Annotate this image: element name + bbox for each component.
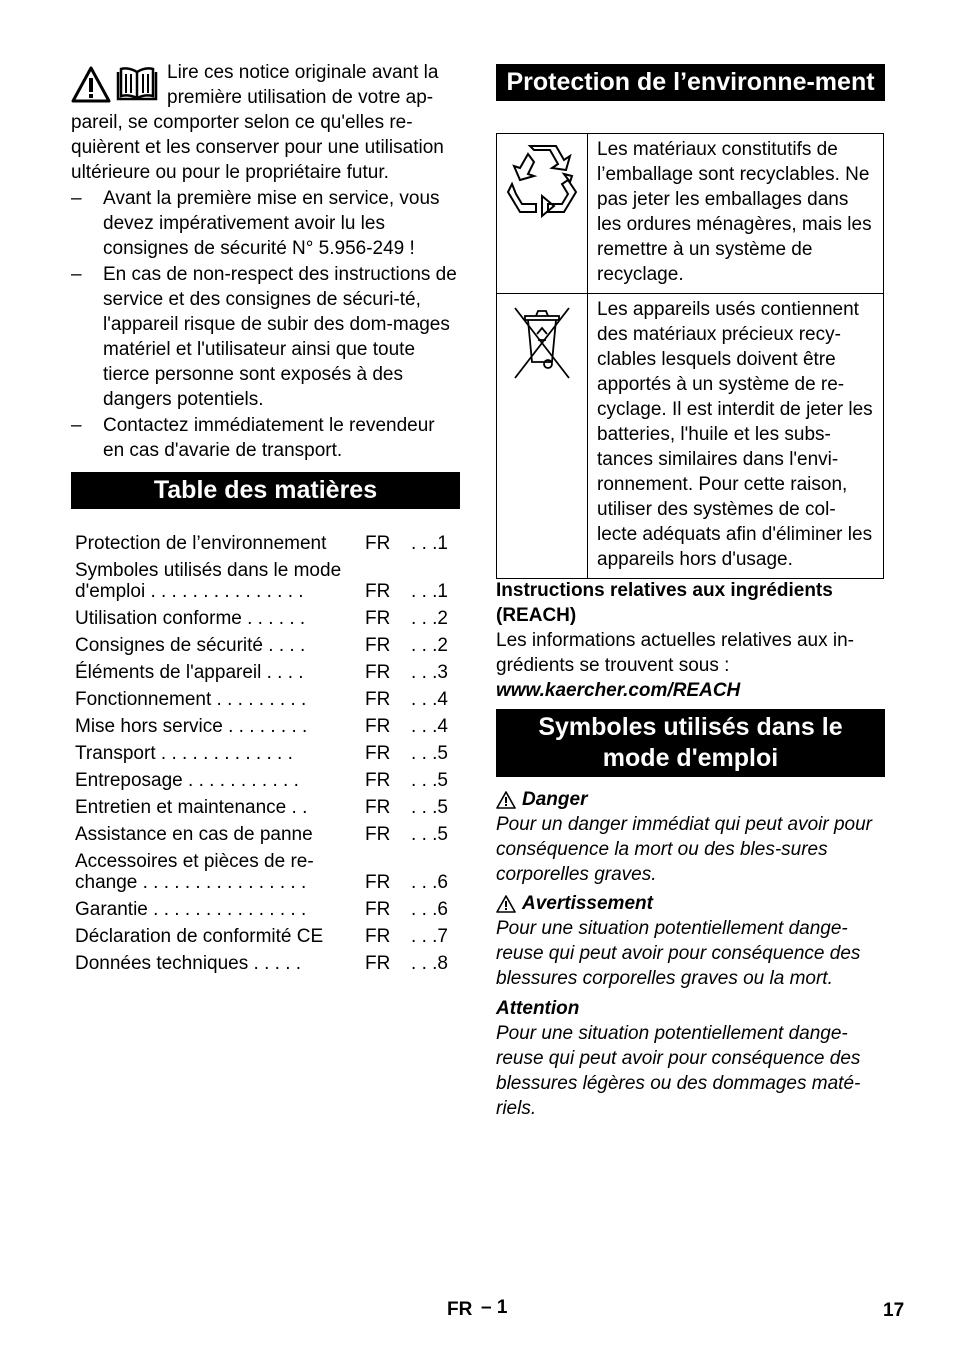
toc-entry-lang: FR	[365, 899, 391, 920]
warning-triangle-icon	[496, 791, 516, 809]
toc-entry-page: . . .8	[411, 953, 448, 974]
toc-entry-page: . . .5	[411, 797, 448, 818]
danger-heading	[496, 787, 885, 812]
attention-label: Attention	[496, 998, 580, 1019]
toc-row[interactable]	[71, 893, 456, 920]
table-row	[497, 134, 884, 294]
bin-text: Les appareils usés contiennent des matériaux précieux recy-clables lesquels doivent être apportés à un système de re-cyclage. Il est interdit de jeter les batteries, l'huile et les subs-tances similaires dans l'envi-ronnement. Pour cette raison, utiliser des systèmes de col-lecte adéquats afin d'éliminer les appareils hors d'usage.	[588, 294, 884, 579]
toc-entry-lang: FR	[365, 770, 391, 791]
toc-entry-title: Éléments de l'appareil . . . .	[75, 662, 304, 683]
warning-triangle-icon	[71, 66, 111, 104]
toc-entry-lang: FR	[365, 662, 391, 683]
toc-entry-title: Utilisation conforme . . . . . .	[75, 608, 306, 629]
reach-text: Les informations actuelles relatives aux in-grédients se trouvent sous :	[496, 630, 855, 676]
toc-entry-title: Accessoires et pièces de re-change . . . . . . . . . . . . . . . .	[75, 851, 314, 893]
toc-row[interactable]	[71, 947, 456, 974]
toc-entry-title: Entreposage . . . . . . . . . . .	[75, 770, 299, 791]
footer-page-label: – 1	[481, 1297, 508, 1318]
toc-entry-page: . . .2	[411, 635, 448, 656]
toc-entry-title: Consignes de sécurité . . . .	[75, 635, 306, 656]
toc-entry-title: Déclaration de conformité CE	[75, 926, 324, 947]
toc-entry-lang: FR	[365, 953, 391, 974]
symbols-title: Symboles utilisés dans le mode d'emploi	[496, 709, 885, 777]
toc-entry-title: Entretien et maintenance . .	[75, 797, 308, 818]
toc-entry-title: Transport . . . . . . . . . . . . .	[75, 743, 293, 764]
toc-entry-page: . . .1	[411, 533, 448, 554]
danger-text: Pour un danger immédiat qui peut avoir pour conséquence la mort ou des bles-sures corporelles graves.	[496, 814, 873, 885]
toc-entry-page: . . .2	[411, 608, 448, 629]
reach-heading: Instructions relatives aux ingrédients (REACH)	[496, 580, 833, 626]
warning-text: Pour une situation potentiellement dange-reuse qui peut avoir pour conséquence des blessures corporelles graves ou la mort.	[496, 918, 861, 989]
toc-row[interactable]	[71, 710, 456, 737]
toc-entry-lang: FR	[365, 533, 391, 554]
bin-icon-cell	[497, 294, 588, 579]
toc-entry-title: Fonctionnement . . . . . . . . .	[75, 689, 307, 710]
list-item: – Avant la première mise en service, vous devez impérativement avoir lu les consignes de sécurité N° 5.956-249 !	[71, 186, 460, 261]
reach-url[interactable]: www.kaercher.com/REACH	[496, 680, 741, 701]
toc-entry-lang: FR	[365, 689, 391, 710]
toc-row[interactable]	[71, 791, 456, 818]
intro-text: Lire ces notice originale avant la première utilisation de votre ap-pareil, se comporter selon ce qu'elles re-quièrent et les conserver pour une utilisation ultérieure ou pour le propriétaire futur.	[71, 62, 444, 183]
warning-label: Avertissement	[522, 893, 653, 914]
toc-entry-lang: FR	[365, 926, 391, 947]
list-item: – Contactez immédiatement le revendeur en cas d'avarie de transport.	[71, 413, 460, 463]
toc-entry-page: . . .5	[411, 743, 448, 764]
toc-row[interactable]	[71, 920, 456, 947]
manual-book-icon	[115, 66, 159, 104]
footer-page-number: 17	[883, 1300, 905, 1321]
toc-row[interactable]	[71, 764, 456, 791]
toc-entry-page: . . .4	[411, 689, 448, 710]
toc-entry-lang: FR	[365, 797, 391, 818]
intro-block	[71, 60, 460, 185]
toc-entry-page: . . .3	[411, 662, 448, 683]
toc-entry-page: . . .5	[411, 770, 448, 791]
warning-heading	[496, 891, 885, 916]
toc-row[interactable]	[71, 656, 456, 683]
toc-entry-lang: FR	[365, 824, 391, 845]
toc-title: Table des matières	[71, 472, 460, 509]
danger-label: Danger	[522, 789, 588, 810]
environment-table	[496, 133, 884, 579]
recycle-text: Les matériaux constitutifs de l’emballage sont recyclables. Ne pas jeter les emballages dans les ordures ménagères, mais les remettre à un système de recyclage.	[588, 134, 884, 294]
toc-entry-lang: FR	[365, 635, 391, 656]
left-column	[71, 60, 460, 974]
toc-entry-title: Garantie . . . . . . . . . . . . . . .	[75, 899, 307, 920]
table-row	[497, 294, 884, 579]
toc-entry-page: . . .4	[411, 716, 448, 737]
toc-entry-title: Symboles utilisés dans le mode d'emploi . . . . . . . . . . . . . . .	[75, 560, 342, 602]
toc-entry-lang: FR	[365, 581, 391, 602]
toc-entry-lang: FR	[365, 608, 391, 629]
toc-row[interactable]	[71, 818, 456, 845]
toc-row[interactable]	[71, 629, 456, 656]
toc-entry-title: Mise hors service . . . . . . . .	[75, 716, 308, 737]
toc-entry-title: Assistance en cas de panne	[75, 824, 313, 845]
toc-entry-page: . . .1	[411, 581, 448, 602]
toc-entry-page: . . .6	[411, 872, 448, 893]
toc-entry-page: . . .7	[411, 926, 448, 947]
env-title: Protection de l’environne-ment	[496, 64, 885, 101]
toc-row[interactable]	[71, 554, 456, 602]
toc-entry-lang: FR	[365, 716, 391, 737]
attention-text: Pour une situation potentiellement dange-reuse qui peut avoir pour conséquence des blessures légères ou des dommages maté-riels.	[496, 1023, 861, 1119]
toc-entry-title: Protection de l’environnement	[75, 533, 327, 554]
toc-row[interactable]	[71, 602, 456, 629]
toc-entry-page: . . .6	[411, 899, 448, 920]
list-item: – En cas de non-respect des instructions de service et des consignes de sécuri-té, l'appareil risque de subir des dom-mages matériel et l'utilisateur ainsi que toute tierce personne sont exposés à des dangers potentiels.	[71, 262, 460, 412]
warning-triangle-icon	[496, 895, 516, 913]
recycle-icon	[506, 144, 578, 218]
toc-entry-title: Données techniques . . . . .	[75, 953, 302, 974]
safety-bullets	[71, 186, 460, 463]
toc-entry-lang: FR	[365, 872, 391, 893]
toc-row[interactable]	[71, 527, 456, 554]
table-of-contents	[71, 527, 456, 974]
toc-entry-page: . . .5	[411, 824, 448, 845]
recycle-icon-cell	[497, 134, 588, 294]
right-column	[496, 60, 885, 1121]
toc-entry-lang: FR	[365, 743, 391, 764]
footer-language: FR	[447, 1299, 473, 1320]
toc-row[interactable]	[71, 845, 456, 893]
toc-row[interactable]	[71, 737, 456, 764]
crossed-bin-icon	[511, 304, 573, 382]
intro-icons	[71, 66, 163, 110]
toc-row[interactable]	[71, 683, 456, 710]
